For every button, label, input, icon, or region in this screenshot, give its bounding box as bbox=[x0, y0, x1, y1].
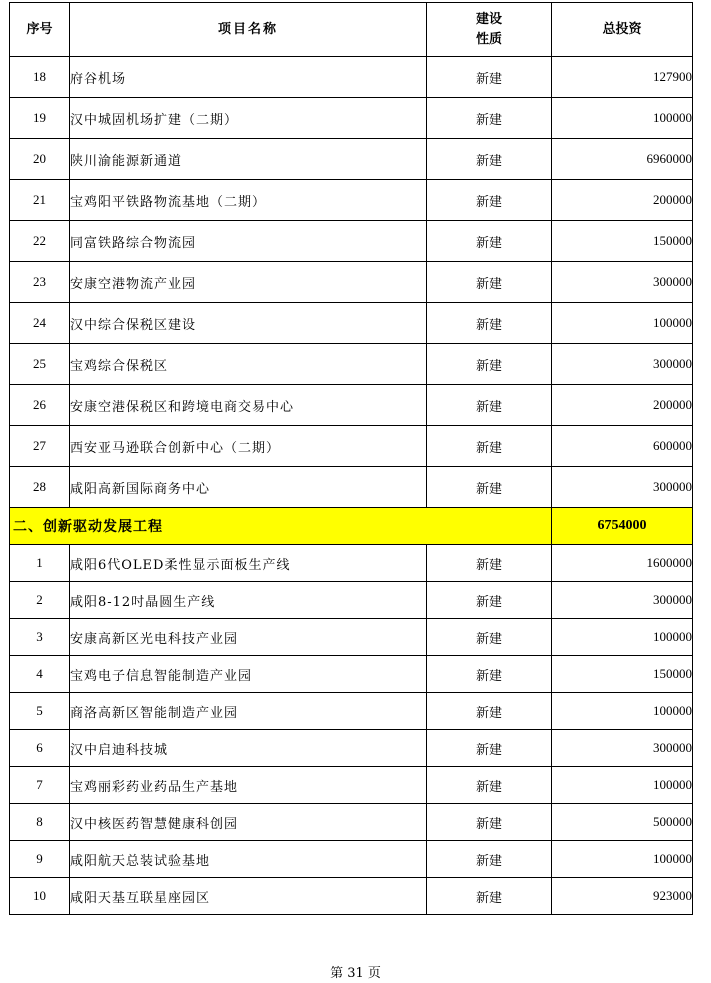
row-number: 24 bbox=[10, 303, 70, 344]
build-type: 新建 bbox=[427, 344, 552, 385]
project-name: 咸阳高新国际商务中心 bbox=[70, 467, 427, 508]
row-number: 6 bbox=[10, 730, 70, 767]
build-type: 新建 bbox=[427, 385, 552, 426]
build-type: 新建 bbox=[427, 426, 552, 467]
table-row bbox=[10, 467, 693, 508]
project-name: 宝鸡综合保税区 bbox=[70, 344, 427, 385]
build-type: 新建 bbox=[427, 619, 552, 656]
total-investment: 300000 bbox=[552, 344, 693, 385]
total-investment: 500000 bbox=[552, 804, 693, 841]
total-investment: 1600000 bbox=[552, 545, 693, 582]
row-number: 18 bbox=[10, 57, 70, 98]
build-type: 新建 bbox=[427, 767, 552, 804]
row-number: 27 bbox=[10, 426, 70, 467]
table-body-innovation bbox=[10, 545, 693, 915]
row-number: 28 bbox=[10, 467, 70, 508]
build-type: 新建 bbox=[427, 693, 552, 730]
total-investment: 100000 bbox=[552, 841, 693, 878]
page-number: 第 31 页 bbox=[330, 966, 381, 981]
build-type: 新建 bbox=[427, 545, 552, 582]
build-type: 新建 bbox=[427, 98, 552, 139]
total-investment: 300000 bbox=[552, 262, 693, 303]
project-name: 安康高新区光电科技产业园 bbox=[70, 619, 427, 656]
row-number: 26 bbox=[10, 385, 70, 426]
project-name: 商洛高新区智能制造产业园 bbox=[70, 693, 427, 730]
header-name: 项目名称 bbox=[70, 3, 427, 57]
table-row bbox=[10, 344, 693, 385]
total-investment: 127900 bbox=[552, 57, 693, 98]
table-row bbox=[10, 841, 693, 878]
project-name: 咸阳天基互联星座园区 bbox=[70, 878, 427, 915]
total-investment: 150000 bbox=[552, 656, 693, 693]
table-row bbox=[10, 656, 693, 693]
table-row bbox=[10, 804, 693, 841]
section-name: 二、创新驱动发展工程 bbox=[10, 508, 552, 545]
header-no: 序号 bbox=[10, 3, 70, 57]
table-section bbox=[10, 508, 693, 545]
build-type: 新建 bbox=[427, 730, 552, 767]
total-investment: 300000 bbox=[552, 467, 693, 508]
section-invest: 6754000 bbox=[552, 508, 693, 545]
build-type: 新建 bbox=[427, 262, 552, 303]
build-type: 新建 bbox=[427, 467, 552, 508]
project-name: 府谷机场 bbox=[70, 57, 427, 98]
project-name: 同富铁路综合物流园 bbox=[70, 221, 427, 262]
row-number: 1 bbox=[10, 545, 70, 582]
row-number: 4 bbox=[10, 656, 70, 693]
table-row bbox=[10, 582, 693, 619]
project-name: 咸阳8-12吋晶圆生产线 bbox=[70, 582, 427, 619]
total-investment: 100000 bbox=[552, 767, 693, 804]
total-investment: 923000 bbox=[552, 878, 693, 915]
row-number: 9 bbox=[10, 841, 70, 878]
table-row bbox=[10, 426, 693, 467]
total-investment: 100000 bbox=[552, 303, 693, 344]
project-name: 咸阳6代OLED柔性显示面板生产线 bbox=[70, 545, 427, 582]
build-type: 新建 bbox=[427, 180, 552, 221]
table-row bbox=[10, 303, 693, 344]
project-name: 宝鸡电子信息智能制造产业园 bbox=[70, 656, 427, 693]
row-number: 7 bbox=[10, 767, 70, 804]
table-row bbox=[10, 767, 693, 804]
project-name: 宝鸡丽彩药业药品生产基地 bbox=[70, 767, 427, 804]
table-row bbox=[10, 139, 693, 180]
table-row bbox=[10, 57, 693, 98]
row-number: 23 bbox=[10, 262, 70, 303]
section-row bbox=[10, 508, 693, 545]
total-investment: 200000 bbox=[552, 180, 693, 221]
total-investment: 300000 bbox=[552, 582, 693, 619]
table-row bbox=[10, 545, 693, 582]
total-investment: 100000 bbox=[552, 619, 693, 656]
build-type: 新建 bbox=[427, 582, 552, 619]
table-row bbox=[10, 98, 693, 139]
project-name: 汉中核医药智慧健康科创园 bbox=[70, 804, 427, 841]
project-name: 汉中启迪科技城 bbox=[70, 730, 427, 767]
build-type: 新建 bbox=[427, 303, 552, 344]
build-type: 新建 bbox=[427, 804, 552, 841]
build-type: 新建 bbox=[427, 139, 552, 180]
row-number: 25 bbox=[10, 344, 70, 385]
row-number: 2 bbox=[10, 582, 70, 619]
table-row bbox=[10, 180, 693, 221]
table-row bbox=[10, 693, 693, 730]
table-row bbox=[10, 878, 693, 915]
build-type: 新建 bbox=[427, 221, 552, 262]
total-investment: 300000 bbox=[552, 730, 693, 767]
project-name: 陕川渝能源新通道 bbox=[70, 139, 427, 180]
project-name: 汉中城固机场扩建（二期） bbox=[70, 98, 427, 139]
row-number: 8 bbox=[10, 804, 70, 841]
table-row bbox=[10, 262, 693, 303]
project-name: 宝鸡阳平铁路物流基地（二期） bbox=[70, 180, 427, 221]
build-type: 新建 bbox=[427, 656, 552, 693]
row-number: 19 bbox=[10, 98, 70, 139]
row-number: 22 bbox=[10, 221, 70, 262]
total-investment: 100000 bbox=[552, 693, 693, 730]
table-body-transport bbox=[10, 57, 693, 508]
project-name: 安康空港保税区和跨境电商交易中心 bbox=[70, 385, 427, 426]
build-type: 新建 bbox=[427, 841, 552, 878]
row-number: 5 bbox=[10, 693, 70, 730]
project-name: 安康空港物流产业园 bbox=[70, 262, 427, 303]
row-number: 10 bbox=[10, 878, 70, 915]
project-table bbox=[9, 2, 693, 915]
total-investment: 100000 bbox=[552, 98, 693, 139]
table-row bbox=[10, 385, 693, 426]
header-type-line2: 性质 bbox=[475, 31, 502, 47]
header-type-line1: 建设 bbox=[475, 11, 502, 27]
row-number: 20 bbox=[10, 139, 70, 180]
table-header bbox=[10, 3, 693, 57]
row-number: 21 bbox=[10, 180, 70, 221]
table-row bbox=[10, 619, 693, 656]
project-name: 咸阳航天总装试验基地 bbox=[70, 841, 427, 878]
total-investment: 150000 bbox=[552, 221, 693, 262]
header-invest: 总投资 bbox=[552, 3, 693, 57]
project-name: 西安亚马逊联合创新中心（二期） bbox=[70, 426, 427, 467]
total-investment: 6960000 bbox=[552, 139, 693, 180]
total-investment: 600000 bbox=[552, 426, 693, 467]
total-investment: 200000 bbox=[552, 385, 693, 426]
project-name: 汉中综合保税区建设 bbox=[70, 303, 427, 344]
build-type: 新建 bbox=[427, 57, 552, 98]
build-type: 新建 bbox=[427, 878, 552, 915]
row-number: 3 bbox=[10, 619, 70, 656]
table-row bbox=[10, 221, 693, 262]
header-type bbox=[427, 3, 552, 57]
table-row bbox=[10, 730, 693, 767]
